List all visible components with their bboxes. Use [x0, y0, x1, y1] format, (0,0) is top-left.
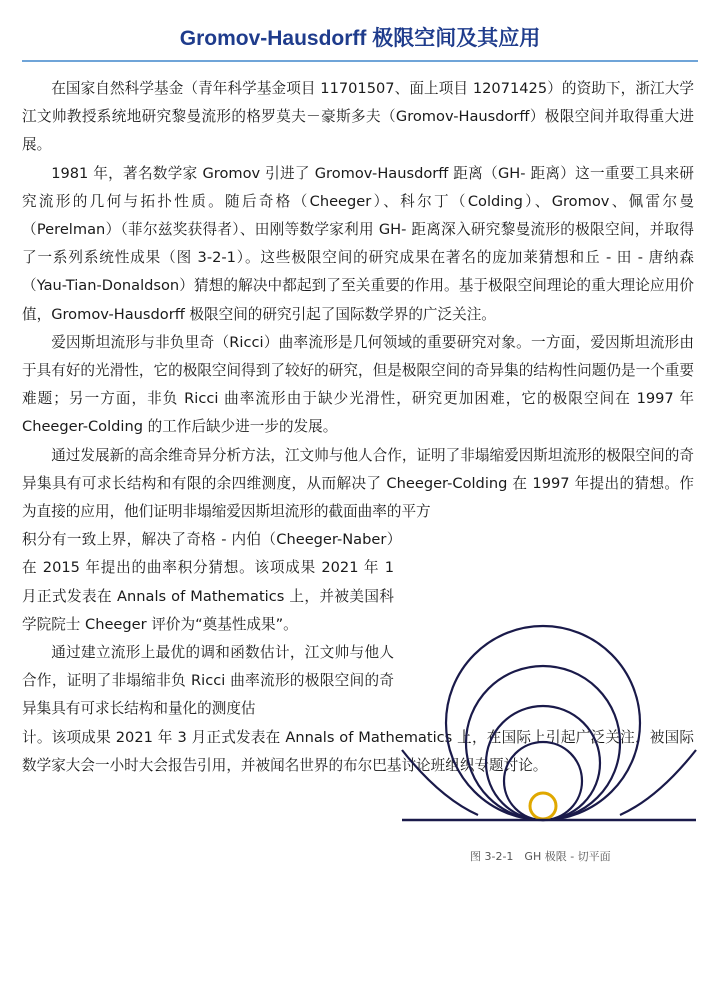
limit-circle-1 [446, 626, 640, 820]
paragraph-3: 爱因斯坦流形与非负里奇（Ricci）曲率流形是几何领域的重要研究对象。一方面，爱因斯坦流形由于具有好的光滑性，它的极限空间得到了较好的研究，但是极限空间的奇异集的结构性问题仍是一个重要难题；另一方面，非负 Ricci 曲率流形由于缺少光滑性，研究更加困难，它的极限空间在 1997 年 Cheeger-Colding 的工作后缺少进一步的发展。 [22, 333, 694, 436]
paragraph-5-part-1: 通过建立流形上最优的调和函数估计，江文帅与他人合作，证明了非塌缩非负 Ricci 曲率流形的极限空间的奇异集具有可求长结构和量化的测度估 [22, 644, 394, 718]
paragraph-1: 在国家自然科学基金（青年科学基金项目 11701507、面上项目 12071425）的资助下，浙江大学江文帅教授系统地研究黎曼流形的格罗莫夫－豪斯多夫（Gromov-Hausdorff）极限空间并取得重大进展。 [22, 80, 694, 154]
page-title: Gromov-Hausdorff 极限空间及其应用 [179, 27, 541, 50]
small-circle [530, 793, 556, 819]
figure-gh-limit [400, 620, 698, 825]
figure-caption: 图 3-2-1 GH 极限 - 切平面 [470, 850, 611, 863]
limit-circle-4 [504, 742, 582, 820]
paragraph-5-part-2: 计。该项成果 2021 年 3 月正式发表在 Annals of Mathematics 上，在国际上引起广泛关注，被国际数学家大会一小时大会报告引用，并被闻名世界的布尔巴基讨论班组织专题讨论。 [22, 728, 694, 774]
paragraph-4-continued: 积分有一致上界，解决了奇格 - 内伯（Cheeger-Naber）在 2015 年提出的曲率积分猜想。该项成果 2021 年 1 月正式发表在 Annals of Mathematics 上，并被美国科学院院士 Cheeger 评价为“奠基性成果”。 [22, 531, 394, 633]
paragraph-2: 1981 年，著名数学家 Gromov 引进了 Gromov-Hausdorff 距离（GH- 距离）这一重要工具来研究流形的几何与拓扑性质。随后奇格（Cheeger）、科尔丁（Colding）、Gromov、佩雷尔曼（Perelman）（菲尔兹奖获得者）、田刚等数学家利用 GH- 距离深入研究黎曼流形的极限空间，并取得了一系列系统性成果（图 3-2-1）。这些极限空间的研究成果在著名的庞加莱猜想和丘 - 田 - 唐纳森（Yau-Tian-Donaldson）猜想的解决中都起到了至关重要的作用。基于极限空间理论的重大理论应用价值，Gromov-Hausdorff 极限空间的研究引起了国际数学界的广泛关注。 [22, 164, 694, 323]
gh-limit-diagram [400, 620, 698, 825]
title-underline [22, 60, 698, 62]
tangent-curve-right [620, 750, 696, 815]
paragraph-4: 通过发展新的高余维奇异分析方法，江文帅与他人合作，证明了非塌缩爱因斯坦流形的极限空间的奇异集具有可求长结构和有限的余四维测度，从而解决了 Cheeger-Colding 在 1997 年提出的猜想。作为直接的应用，他们证明非塌缩爱因斯坦流形的截面曲率的平方 [22, 446, 694, 521]
limit-circle-3 [486, 706, 600, 820]
